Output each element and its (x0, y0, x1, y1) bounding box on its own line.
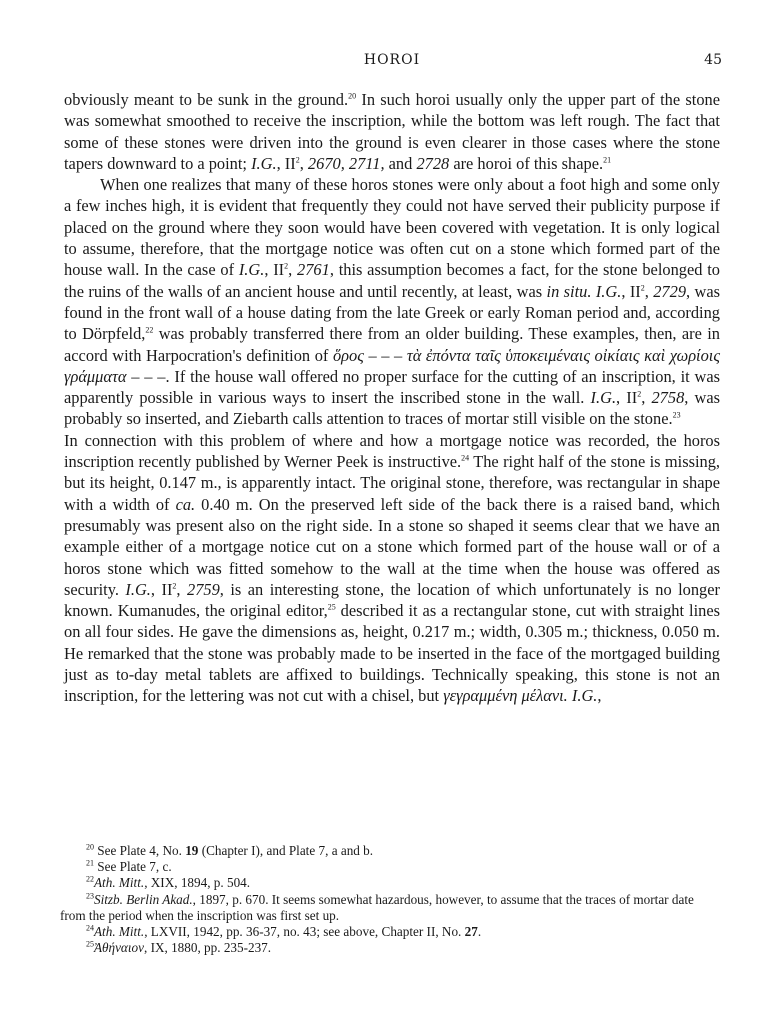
inscription-number: 2729 (653, 281, 687, 301)
footnote-20 (60, 843, 720, 859)
paragraph-1 (64, 89, 720, 174)
text-run: , (597, 686, 602, 706)
footnote-number: 22 (86, 875, 94, 885)
text-run: The right half of the stone is missing, but its height, 0.147 m., is apparently intact. The original stone, therefore, was rectangular in shape with a width of (64, 452, 720, 514)
text-run: , this assumption becomes a fact, for the stone belonged to the ruins of the walls of an ancient house and until recently, at least, was (64, 260, 720, 301)
footnote-ref-23: 23 (672, 410, 681, 420)
text-run: , 1897, p. 670. It seems somewhat hazardous, however, to assume that the traces of mortar date from the period when the inscription was first set up. (60, 891, 694, 923)
text-run: , (641, 388, 652, 408)
superscript: 2 (637, 389, 642, 399)
page-number: 45 (704, 52, 722, 68)
italic-abbrev: ca. (175, 494, 196, 514)
footnote-ref-20: 20 (348, 91, 357, 101)
superscript: 2 (284, 261, 289, 271)
citation-ig: I.G. (595, 281, 622, 301)
footnote-ref-22: 22 (145, 325, 154, 335)
citation-ig: I.G. (238, 260, 265, 280)
text-run: was probably transferred there from an older building. These examples, then, are in accord with Harpocration's definition of (64, 324, 720, 365)
footnote-24 (60, 924, 720, 940)
text-run: and (384, 153, 417, 173)
inscription-number: 2761 (297, 260, 330, 280)
text-run: , (644, 281, 654, 301)
greek-quotation: τὰ ἐπόντα ταῖς ὑποκειμέναις οἰκίαις καὶ χωρίοις γράμματα (64, 345, 721, 386)
page-header (62, 52, 722, 76)
superscript: 2 (172, 581, 177, 591)
text-run: , (176, 579, 187, 599)
footnote-number: 21 (86, 858, 94, 868)
text-run: , was found in the front wall of a house dating from the late Greek or early Roman period and, according to Dörpfeld, (64, 281, 720, 344)
citation-ig: I.G. (590, 388, 617, 408)
text-run: (Chapter I), and Plate 7, a and b. (198, 843, 374, 858)
bold-number: 19 (185, 843, 199, 858)
text-run: , LXVII, 1942, pp. 36-37, no. 43; see above, Chapter II, No. (144, 924, 465, 940)
text-run: In connection with this problem of where and how a mortgage notice was recorded, the horos inscription recently published by Werner Peek is instructive. (64, 430, 720, 472)
text-run: , XIX, 1894, p. 504. (144, 875, 251, 891)
footnote-23 (60, 892, 720, 924)
inscription-number: 2759 (187, 579, 220, 599)
text-run: described it as a rectangular stone, cut with straight lines on all four sides. He gave the dimensions as, height, 0.217 m.; width, 0.305 m.; thickness, 0.050 m. He remarked that the stone was probably made to be inserted in the face of the mortgaged building just as to-day metal tablets are affixed to buildings. Technically speaking, this stone is not an inscription, for the lettering was not cut with a chisel, but (64, 601, 720, 706)
footnote-number: 24 (86, 923, 94, 933)
text-run: , (299, 153, 308, 173)
text-run: , is an interesting stone, the location of which unfortunately is no longer known. Kumanudes, the original editor, (64, 579, 720, 621)
text-run: , was probably so inserted, and Ziebarth calls attention to traces of mortar still visible on the stone. (64, 388, 721, 429)
footnote-21 (60, 859, 720, 875)
footnote-ref-24: 24 (461, 453, 470, 463)
running-title: HOROI (363, 52, 421, 68)
superscript: 2 (295, 155, 300, 165)
greek-phrase: γεγραμμένη μέλανι. (443, 686, 568, 706)
text-run: In such horoi usually only the upper part of the stone was somewhat smoothed to receive the inscription, while the bottom was left rough. The fact that some of these stones were driven into the ground is even clearer in those cases where the stone tapers downward to a point; (64, 90, 720, 173)
journal-title: Ath. Mitt. (94, 924, 145, 940)
text-run: , IX, 1880, pp. 235-237. (143, 940, 272, 956)
footnotes (60, 843, 720, 956)
italic-phrase: in situ. (546, 281, 592, 301)
journal-title: Sitzb. Berlin Akad. (94, 891, 193, 907)
text-run: , II (276, 153, 296, 173)
inscription-number: 2758 (651, 388, 685, 408)
citation-ig: I.G. (125, 579, 151, 599)
text-run: , II (264, 260, 285, 280)
bold-number: 27 (464, 924, 478, 940)
footnote-ref-21: 21 (603, 155, 612, 165)
text-run: obviously meant to be sunk in the ground. (64, 90, 349, 109)
text-run: See Plate 7, c. (94, 859, 172, 875)
inscription-number: 2728 (416, 153, 450, 173)
greek-term: ὅρος (332, 345, 364, 365)
text-run: are horoi of this shape. (449, 153, 604, 173)
inscription-numbers: 2670, 2711, (307, 153, 385, 173)
text-run: , (288, 260, 298, 280)
footnote-ref-25: 25 (327, 602, 336, 612)
text-run: See Plate 4, No. (94, 843, 186, 858)
journal-title-greek: Ἀθήναιον (94, 940, 144, 956)
text-run: – – –. If the house wall offered no proper surface for the cutting of an inscription, it was apparently possible in various ways to insert the inscribed stone in the wall. (64, 366, 720, 408)
footnote-22 (60, 875, 720, 891)
text-run: , II (616, 388, 638, 408)
text-run: , II (621, 281, 641, 301)
text-run: When one realizes that many of these horos stones were only about a foot high and some only a few inches high, it is evident that frequently they could not have served their publicity purpose if placed on the ground where they soon would have been covered with vegetation. It is only logical to assume, therefore, that the mortgage notice was often cut on a stone which formed part of the house wall. In the case of (64, 175, 720, 280)
body-text (64, 89, 720, 707)
paragraph-2 (64, 174, 720, 430)
text-run: . (477, 924, 482, 940)
journal-title: Ath. Mitt. (94, 875, 145, 891)
text-run: 0.40 m. On the preserved left side of the back there is a raised band, which presumably was present also on the right side. In a stone so shaped it seems clear that we have an example either of a mortgage notice cut on a stone which formed part of the house wall or of a horos stone which was fitted somehow to the wall at the time when the house was offered as security. (64, 494, 720, 599)
footnote-number: 20 (86, 842, 94, 852)
citation-ig: I.G. (251, 153, 277, 173)
citation-ig: I.G. (571, 686, 598, 706)
text-run: , II (150, 579, 173, 599)
footnote-number: 23 (86, 891, 94, 901)
text-run: – – – (363, 345, 407, 365)
footnote-number: 25 (86, 939, 94, 949)
superscript: 2 (640, 283, 645, 293)
paragraph-3 (64, 430, 720, 707)
footnote-25 (60, 940, 720, 956)
